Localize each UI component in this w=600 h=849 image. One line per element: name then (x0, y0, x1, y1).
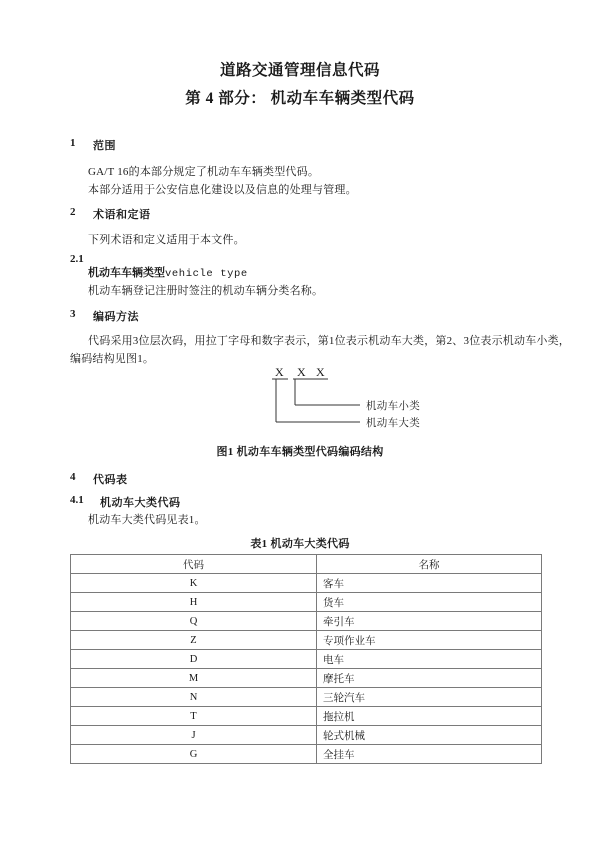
table-cell-name: 牵引车 (317, 612, 542, 631)
term-heading (88, 264, 248, 280)
figure-label-minor-class: 机动车小类 (366, 401, 420, 412)
table-header-row (71, 555, 542, 574)
table-header-name: 名称 (317, 555, 542, 574)
table-cell-code: J (71, 726, 317, 745)
table-cell-code: Z (71, 631, 317, 650)
table-row (71, 726, 542, 745)
table-header (71, 555, 542, 574)
clause-title-4-1: 机动车大类代码 (100, 497, 181, 509)
clause-3-paragraph-2: 编码结构见图1。 (70, 353, 155, 365)
clause-number-1: 1 (70, 137, 76, 149)
figure-placeholder-2: X (297, 365, 306, 379)
term-name-en: vehicle type (165, 268, 248, 280)
table-row (71, 650, 542, 669)
clause-title-2: 术语和定语 (93, 209, 151, 221)
term-name-cn: 机动车车辆类型 (88, 267, 165, 279)
table-cell-name: 三轮汽车 (317, 688, 542, 707)
table-row (71, 688, 542, 707)
clause-number-2: 2 (70, 206, 76, 218)
table-caption: 表1 机动车大类代码 (250, 538, 350, 550)
table-cell-name: 客车 (317, 574, 542, 593)
clause-title-4: 代码表 (93, 474, 128, 486)
table-cell-code: H (71, 593, 317, 612)
clause-4-1-paragraph-1: 机动车大类代码见表1。 (88, 514, 206, 526)
figure-label-major-class: 机动车大类 (366, 418, 420, 429)
figure-caption: 图1 机动车车辆类型代码编码结构 (216, 446, 384, 458)
table-row (71, 745, 542, 764)
document-title-line-1: 道路交通管理信息代码 (219, 62, 380, 79)
table-cell-code: Q (71, 612, 317, 631)
document-title-line-2: 第 4 部分： 机动车车辆类型代码 (185, 90, 415, 107)
table-cell-name: 摩托车 (317, 669, 542, 688)
table-body (71, 574, 542, 764)
clause-1-paragraph-1: GA/T 16的本部分规定了机动车车辆类型代码。 (88, 166, 320, 178)
table-cell-name: 轮式机械 (317, 726, 542, 745)
clause-number-2-1: 2.1 (70, 253, 84, 265)
table-cell-name: 货车 (317, 593, 542, 612)
clause-number-4: 4 (70, 471, 76, 483)
clause-title-3: 编码方法 (93, 311, 139, 323)
clause-title-1: 范围 (93, 140, 116, 152)
clause-number-3: 3 (70, 308, 76, 320)
table-row (71, 593, 542, 612)
table-cell-code: T (71, 707, 317, 726)
clause-1-paragraph-2: 本部分适用于公安信息化建设以及信息的处理与管理。 (88, 184, 357, 196)
table-header-code: 代码 (71, 555, 317, 574)
clause-2-1-definition: 机动车辆登记注册时签注的机动车辆分类名称。 (88, 285, 324, 297)
table-cell-code: G (71, 745, 317, 764)
table-cell-code: D (71, 650, 317, 669)
table-cell-name: 全挂车 (317, 745, 542, 764)
table-row (71, 669, 542, 688)
table-cell-code: M (71, 669, 317, 688)
table-cell-name: 专项作业车 (317, 631, 542, 650)
vehicle-category-code-table (70, 554, 542, 764)
table-row (71, 631, 542, 650)
table-cell-code: N (71, 688, 317, 707)
clause-number-4-1: 4.1 (70, 494, 84, 506)
clause-3-paragraph-1: 代码采用3位层次码，用拉丁字母和数字表示，第1位表示机动车大类，第2、3位表示机动车小类， (88, 335, 570, 347)
clause-2-paragraph-1: 下列术语和定义适用于本文件。 (88, 234, 245, 246)
table-row (71, 612, 542, 631)
table-cell-name: 拖拉机 (317, 707, 542, 726)
table-cell-name: 电车 (317, 650, 542, 669)
table-row (71, 707, 542, 726)
figure-placeholder-3: X (316, 365, 325, 379)
table-cell-code: K (71, 574, 317, 593)
table-row (71, 574, 542, 593)
figure-placeholder-1: X (275, 365, 284, 379)
